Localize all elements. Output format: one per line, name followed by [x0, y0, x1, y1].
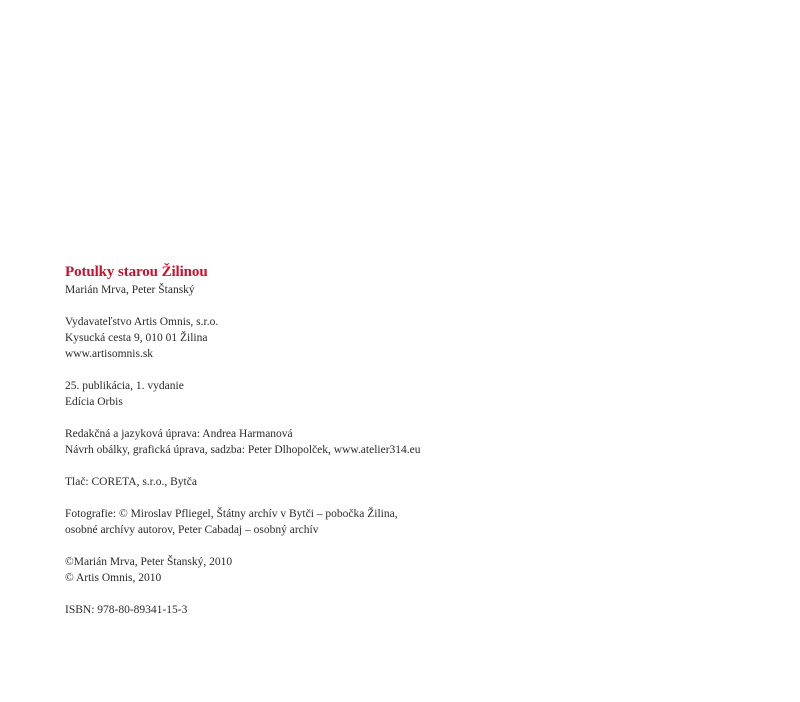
design-credit: Návrh obálky, grafická úprava, sadzba: Peter Dlhopolček, www.atelier314.eu	[65, 444, 421, 456]
series-name: Edícia Orbis	[65, 396, 123, 408]
publisher-website: www.artisomnis.sk	[65, 348, 154, 360]
book-title: Potulky starou Žilinou	[65, 264, 208, 280]
publisher-name: Vydavateľstvo Artis Omnis, s.r.o.	[65, 316, 219, 328]
edition-block	[65, 378, 765, 410]
printer-credit: Tlač: CORETA, s.r.o., Bytča	[65, 476, 197, 488]
print-block	[65, 474, 765, 490]
publisher-block	[65, 314, 765, 362]
editing-credit: Redakčná a jazyková úprava: Andrea Harmanová	[65, 428, 293, 440]
isbn-block	[65, 602, 765, 618]
photos-block	[65, 506, 765, 538]
copyright-authors: ©Marián Mrva, Peter Štanský, 2010	[65, 556, 233, 568]
book-authors: Marián Mrva, Peter Štanský	[65, 284, 195, 296]
colophon	[65, 262, 765, 634]
copyright-publisher: © Artis Omnis, 2010	[65, 572, 162, 584]
photo-credit-line-2: osobné archívy autorov, Peter Cabadaj – osobný archív	[65, 524, 319, 536]
isbn: ISBN: 978-80-89341-15-3	[65, 604, 188, 616]
copyright-block	[65, 554, 765, 586]
photo-credit-line-1: Fotografie: © Miroslav Pfliegel, Štátny archív v Bytči – pobočka Žilina,	[65, 508, 398, 520]
editorial-block	[65, 426, 765, 458]
publication-number: 25. publikácia, 1. vydanie	[65, 380, 184, 392]
publisher-address: Kysucká cesta 9, 010 01 Žilina	[65, 332, 208, 344]
